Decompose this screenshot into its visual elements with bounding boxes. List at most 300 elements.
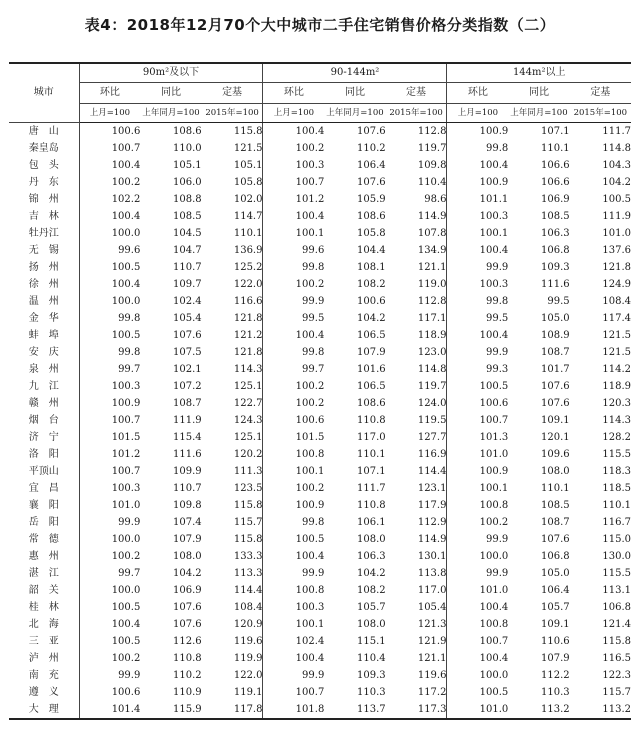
index-value-cell: 108.6 [357,398,386,409]
index-value-cell: 107.6 [173,330,202,341]
index-value-cell: 110.1 [540,483,570,494]
index-value-cell: 113.3 [233,568,263,579]
city-name-cell: 桂 林 [9,599,79,616]
index-value-cell: 121.1 [417,262,447,273]
table-row [9,327,631,344]
sub-header-yoy: 同比 [324,83,385,104]
index-value-cell: 110.4 [417,177,447,188]
index-value-cell: 99.7 [118,364,141,375]
index-value-cell: 121.4 [602,619,631,630]
index-value-cell: 107.1 [540,126,570,137]
index-value-cell: 107.9 [540,653,570,664]
index-value-cell: 108.9 [540,330,570,341]
index-value-cell: 108.4 [233,602,263,613]
index-value-cell: 104.7 [173,245,202,256]
base-header-mom: 上月=100 [79,104,140,123]
index-value-cell: 99.5 [447,310,508,327]
index-value-cell: 100.4 [111,279,141,290]
index-value-cell: 108.7 [173,398,202,409]
index-value-cell: 120.1 [540,432,570,443]
index-value-cell: 127.7 [417,432,447,443]
index-value-cell: 110.4 [357,653,386,664]
index-value-cell: 102.4 [263,633,324,650]
index-value-cell: 116.6 [233,296,263,307]
index-value-cell: 100.8 [447,497,508,514]
sub-header-mom: 环比 [263,83,324,104]
index-value-cell: 109.1 [540,415,570,426]
index-value-cell: 115.5 [602,568,631,579]
table-row [9,650,631,667]
city-name-cell: 湛 江 [9,565,79,582]
index-value-cell: 110.7 [173,262,202,273]
city-name-cell: 洛 阳 [9,446,79,463]
index-value-cell: 108.7 [540,517,570,528]
index-value-cell: 100.1 [263,616,324,633]
base-header-fixed-base: 2015年=100 [570,104,631,123]
index-value-cell: 106.6 [540,177,570,188]
index-value-cell: 99.8 [118,313,141,324]
table-row [9,531,631,548]
index-value-cell: 110.7 [173,483,202,494]
index-value-cell: 106.8 [540,551,570,562]
index-value-cell: 124.9 [602,279,631,290]
index-value-cell: 100.3 [111,483,141,494]
index-value-cell: 100.9 [111,398,141,409]
index-value-cell: 100.0 [111,296,141,307]
index-value-cell: 113.7 [357,704,386,715]
index-value-cell: 121.5 [602,330,631,341]
city-name-cell: 唐 山 [9,123,79,141]
index-value-cell: 105.0 [540,313,570,324]
city-name-cell: 扬 州 [9,259,79,276]
index-value-cell: 100.2 [263,480,324,497]
city-name-cell: 烟 台 [9,412,79,429]
index-value-cell: 100.4 [447,599,508,616]
index-value-cell: 110.0 [173,143,202,154]
index-value-cell: 111.9 [602,211,631,222]
index-value-cell: 118.3 [602,466,631,477]
index-value-cell: 110.6 [540,636,570,647]
index-value-cell: 100.3 [111,381,141,392]
index-value-cell: 99.9 [447,565,508,582]
table-row [9,497,631,514]
index-value-cell: 105.4 [417,602,447,613]
index-value-cell: 100.4 [263,327,324,344]
index-value-cell: 114.7 [233,211,263,222]
index-value-cell: 100.0 [447,548,508,565]
index-value-cell: 108.6 [173,126,202,137]
index-value-cell: 99.8 [263,514,324,531]
index-value-cell: 102.1 [173,364,202,375]
index-value-cell: 105.8 [357,228,386,239]
index-value-cell: 109.6 [540,449,570,460]
table-row [9,157,631,174]
index-value-cell: 99.8 [447,293,508,310]
table-row [9,429,631,446]
index-value-cell: 107.6 [173,602,202,613]
index-value-cell: 113.8 [417,568,447,579]
index-value-cell: 101.0 [447,582,508,599]
index-value-cell: 114.9 [417,534,447,545]
index-value-cell: 107.4 [173,517,202,528]
city-name-cell: 岳 阳 [9,514,79,531]
index-value-cell: 137.6 [602,245,631,256]
index-value-cell: 107.8 [417,228,447,239]
index-value-cell: 115.8 [233,534,263,545]
city-name-cell: 秦皇岛 [9,140,79,157]
index-value-cell: 100.3 [263,599,324,616]
index-value-cell: 121.5 [602,347,631,358]
index-value-cell: 121.3 [417,619,447,630]
index-value-cell: 108.5 [173,211,202,222]
city-name-cell: 金 华 [9,310,79,327]
index-value-cell: 106.5 [357,330,386,341]
city-name-cell: 牡丹江 [9,225,79,242]
index-value-cell: 117.4 [602,313,631,324]
group-header-medium: 90-144m² [263,63,447,83]
base-header-yoy: 上年同月=100 [324,104,385,123]
table-row [9,446,631,463]
city-name-cell: 包 头 [9,157,79,174]
index-value-cell: 99.8 [263,344,324,361]
index-value-cell: 119.7 [417,143,447,154]
index-value-cell: 108.0 [357,534,386,545]
table-row [9,208,631,225]
table-row [9,361,631,378]
table-row [9,480,631,497]
city-name-cell: 泸 州 [9,650,79,667]
index-value-cell: 121.2 [233,330,263,341]
index-value-cell: 100.7 [447,412,508,429]
index-value-cell: 102.2 [111,194,141,205]
table-header [9,63,631,123]
index-value-cell: 107.6 [540,398,570,409]
index-value-cell: 100.3 [263,157,324,174]
index-value-cell: 106.1 [357,517,386,528]
index-value-cell: 100.4 [263,548,324,565]
sub-header-yoy: 同比 [508,83,569,104]
city-name-cell: 三 亚 [9,633,79,650]
city-name-cell: 安 庆 [9,344,79,361]
city-name-cell: 北 海 [9,616,79,633]
index-value-cell: 107.2 [173,381,202,392]
index-value-cell: 100.0 [111,534,141,545]
index-value-cell: 108.2 [357,585,386,596]
city-name-cell: 宜 昌 [9,480,79,497]
index-value-cell: 112.6 [173,636,202,647]
index-value-cell: 99.9 [263,667,324,684]
index-value-cell: 116.9 [417,449,447,460]
index-value-cell: 128.2 [602,432,631,443]
index-value-cell: 110.2 [173,670,202,681]
index-value-cell: 106.3 [357,551,386,562]
index-value-cell: 115.5 [602,449,631,460]
index-value-cell: 124.0 [417,398,447,409]
table-body [9,123,631,720]
city-name-cell: 九 江 [9,378,79,395]
index-value-cell: 108.8 [173,194,202,205]
index-value-cell: 109.3 [540,262,570,273]
table-row [9,701,631,719]
index-value-cell: 106.4 [540,585,570,596]
index-value-cell: 104.2 [602,177,631,188]
index-value-cell: 122.0 [233,279,263,290]
index-value-cell: 108.5 [540,211,570,222]
index-value-cell: 101.0 [111,500,141,511]
index-value-cell: 100.7 [111,143,141,154]
index-value-cell: 120.2 [233,449,263,460]
base-header-fixed-base: 2015年=100 [386,104,447,123]
index-value-cell: 110.8 [357,500,386,511]
index-value-cell: 99.9 [263,293,324,310]
base-header-mom: 上月=100 [263,104,324,123]
index-value-cell: 100.0 [111,585,141,596]
city-name-cell: 丹 东 [9,174,79,191]
index-value-cell: 102.4 [173,296,202,307]
table-row [9,259,631,276]
index-value-cell: 100.9 [263,497,324,514]
index-value-cell: 101.1 [447,191,508,208]
index-value-cell: 99.6 [118,245,141,256]
index-value-cell: 107.1 [357,466,386,477]
index-value-cell: 100.6 [263,412,324,429]
index-value-cell: 107.6 [540,381,570,392]
index-value-cell: 100.7 [447,633,508,650]
table-row [9,344,631,361]
city-name-cell: 徐 州 [9,276,79,293]
index-value-cell: 100.2 [263,395,324,412]
city-name-cell: 常 德 [9,531,79,548]
index-value-cell: 115.0 [602,534,631,545]
index-value-cell: 121.9 [417,636,447,647]
index-value-cell: 100.8 [263,446,324,463]
index-value-cell: 117.2 [417,687,447,698]
city-name-cell: 遵 义 [9,684,79,701]
index-value-cell: 114.8 [417,364,447,375]
index-value-cell: 123.5 [233,483,263,494]
index-value-cell: 120.3 [602,398,631,409]
index-value-cell: 100.9 [447,123,508,141]
index-value-cell: 115.8 [233,500,263,511]
index-value-cell: 101.7 [540,364,570,375]
index-value-cell: 106.3 [540,228,570,239]
index-value-cell: 117.8 [233,704,263,715]
index-value-cell: 122.7 [233,398,263,409]
index-value-cell: 117.1 [417,313,447,324]
index-value-cell: 100.6 [357,296,386,307]
index-value-cell: 107.6 [173,619,202,630]
index-value-cell: 106.9 [173,585,202,596]
index-value-cell: 112.2 [540,670,570,681]
index-value-cell: 108.4 [602,296,631,307]
index-value-cell: 100.2 [263,378,324,395]
table-row [9,140,631,157]
index-value-cell: 101.0 [602,228,631,239]
index-value-cell: 100.5 [447,378,508,395]
index-value-cell: 99.9 [118,670,141,681]
base-header-yoy: 上年同月=100 [508,104,569,123]
table-row [9,463,631,480]
index-value-cell: 125.1 [233,432,263,443]
index-value-cell: 114.3 [602,415,631,426]
index-value-cell: 107.9 [173,534,202,545]
index-value-cell: 122.3 [602,670,631,681]
sub-header-fixed-base: 定基 [202,83,263,104]
index-value-cell: 114.4 [233,585,263,596]
index-value-cell: 100.2 [263,140,324,157]
group-header-large: 144m²以上 [447,63,631,83]
index-value-cell: 100.2 [447,514,508,531]
index-value-cell: 99.8 [263,259,324,276]
sub-header-yoy: 同比 [140,83,201,104]
city-name-cell: 赣 州 [9,395,79,412]
index-value-cell: 110.2 [357,143,386,154]
index-value-cell: 100.5 [111,636,141,647]
index-value-cell: 115.7 [233,517,263,528]
index-value-cell: 110.8 [173,653,202,664]
index-value-cell: 101.3 [447,429,508,446]
index-value-cell: 99.5 [547,296,570,307]
index-value-cell: 107.5 [173,347,202,358]
index-value-cell: 109.9 [173,466,202,477]
index-value-cell: 111.7 [602,126,631,137]
index-value-cell: 106.8 [602,602,631,613]
index-value-cell: 113.1 [602,585,631,596]
index-value-cell: 117.3 [417,704,447,715]
index-value-cell: 100.7 [263,174,324,191]
index-value-cell: 114.4 [417,466,447,477]
index-value-cell: 100.2 [111,177,141,188]
index-value-cell: 100.4 [263,123,324,141]
index-value-cell: 124.3 [233,415,263,426]
base-header-yoy: 上年同月=100 [140,104,201,123]
index-value-cell: 100.4 [263,208,324,225]
index-value-cell: 100.8 [263,582,324,599]
index-value-cell: 108.0 [173,551,202,562]
index-value-cell: 112.8 [417,296,447,307]
index-value-cell: 100.6 [447,395,508,412]
index-value-cell: 125.2 [233,262,263,273]
index-value-cell: 116.7 [602,517,631,528]
base-header-mom: 上月=100 [447,104,508,123]
index-value-cell: 113.2 [602,704,631,715]
city-name-cell: 平顶山 [9,463,79,480]
table-row [9,276,631,293]
table-row [9,191,631,208]
index-value-cell: 100.4 [111,619,141,630]
group-header-small: 90m²及以下 [79,63,263,83]
table-row [9,378,631,395]
index-value-cell: 100.4 [263,650,324,667]
index-value-cell: 108.1 [357,262,386,273]
index-value-cell: 102.0 [233,194,263,205]
table-row [9,225,631,242]
index-value-cell: 100.1 [263,225,324,242]
index-value-cell: 121.5 [233,143,263,154]
index-value-cell: 119.0 [417,279,447,290]
index-value-cell: 100.2 [111,551,141,562]
sub-header-fixed-base: 定基 [570,83,631,104]
index-value-cell: 107.6 [357,177,386,188]
index-value-cell: 105.7 [357,602,386,613]
index-value-cell: 101.8 [263,701,324,719]
index-value-cell: 105.1 [173,160,202,171]
index-value-cell: 100.4 [111,211,141,222]
index-value-cell: 101.2 [263,191,324,208]
index-value-cell: 99.9 [447,531,508,548]
index-value-cell: 130.1 [417,551,447,562]
index-value-cell: 133.3 [233,551,263,562]
index-value-cell: 99.5 [263,310,324,327]
index-value-cell: 105.7 [540,602,570,613]
index-value-cell: 104.3 [602,160,631,171]
index-value-cell: 100.4 [447,327,508,344]
table-row [9,548,631,565]
index-value-cell: 106.4 [357,160,386,171]
index-value-cell: 104.4 [357,245,386,256]
index-value-cell: 100.5 [447,684,508,701]
index-value-cell: 117.0 [357,432,386,443]
index-value-cell: 110.8 [357,415,386,426]
index-value-cell: 100.1 [447,480,508,497]
index-value-cell: 99.8 [447,140,508,157]
index-value-cell: 101.0 [447,701,508,719]
index-value-cell: 99.9 [447,344,508,361]
index-value-cell: 108.0 [540,466,570,477]
index-value-cell: 99.8 [118,347,141,358]
city-name-cell: 韶 关 [9,582,79,599]
table-row [9,667,631,684]
index-value-cell: 119.9 [233,653,263,664]
table-row [9,174,631,191]
index-value-cell: 100.3 [447,276,508,293]
index-value-cell: 116.5 [602,653,631,664]
index-value-cell: 110.1 [357,449,386,460]
sub-header-mom: 环比 [79,83,140,104]
index-value-cell: 98.6 [424,194,447,205]
index-value-cell: 121.8 [233,347,263,358]
index-value-cell: 114.3 [233,364,263,375]
table-row [9,616,631,633]
index-value-cell: 106.5 [357,381,386,392]
index-value-cell: 105.4 [173,313,202,324]
sub-header-fixed-base: 定基 [386,83,447,104]
city-name-cell: 无 锡 [9,242,79,259]
index-value-cell: 100.1 [263,463,324,480]
index-value-cell: 101.6 [357,364,386,375]
index-value-cell: 100.4 [447,242,508,259]
city-name-cell: 南 充 [9,667,79,684]
index-value-cell: 110.3 [540,687,570,698]
index-value-cell: 121.1 [417,653,447,664]
index-value-cell: 99.9 [118,517,141,528]
index-value-cell: 123.0 [417,347,447,358]
index-value-cell: 100.0 [447,667,508,684]
index-value-cell: 112.8 [417,126,447,137]
index-value-cell: 119.6 [233,636,263,647]
index-value-cell: 115.1 [357,636,386,647]
table-row [9,412,631,429]
index-value-cell: 100.1 [447,225,508,242]
index-value-cell: 100.6 [111,126,141,137]
index-value-cell: 99.9 [263,565,324,582]
index-value-cell: 121.8 [602,262,631,273]
index-value-cell: 111.3 [233,466,263,477]
index-value-cell: 109.3 [357,670,386,681]
index-value-cell: 109.8 [417,160,447,171]
index-value-cell: 100.4 [111,160,141,171]
index-value-cell: 111.9 [173,415,202,426]
